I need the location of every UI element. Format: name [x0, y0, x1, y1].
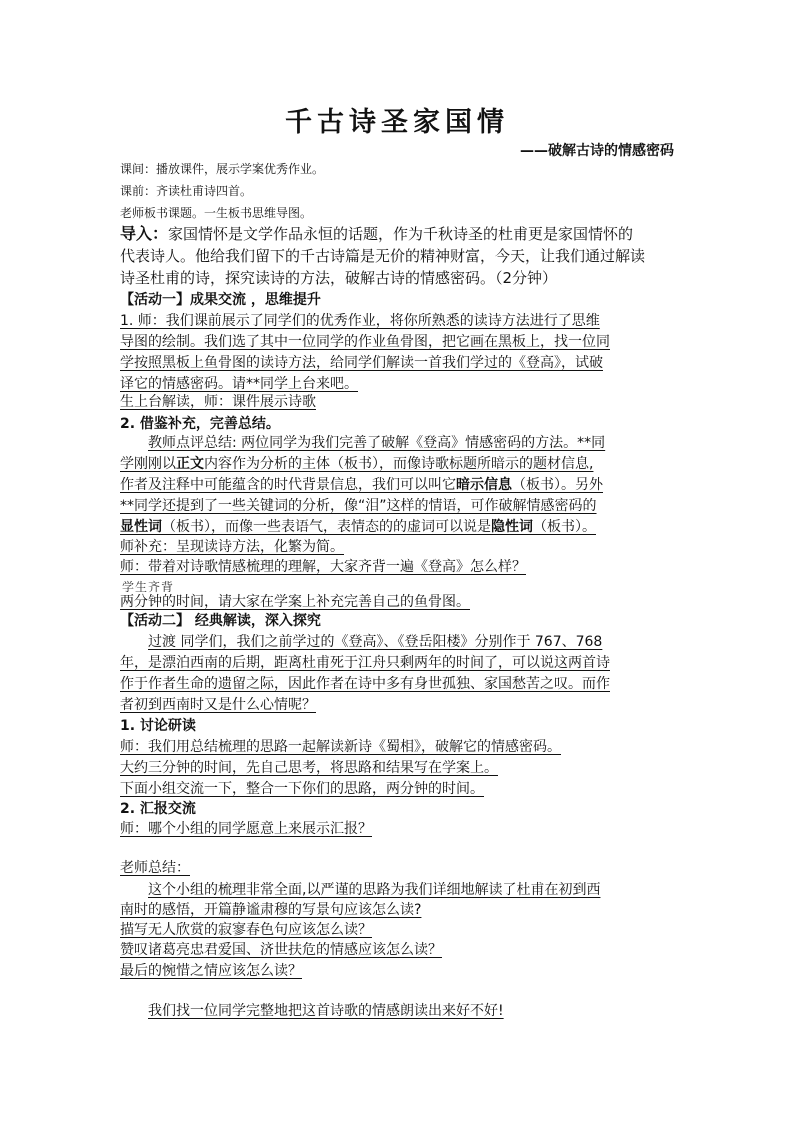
- paragraph-line: 者初到西南时又是什么心情呢？: [120, 697, 316, 713]
- paragraph-line: 作于作者生命的遗留之际，因此作者在诗中多有身世孤独、家国愁苦之叹。而作: [120, 676, 610, 692]
- prep-line: 老师板书课题。一生板书思维导图。: [120, 206, 313, 220]
- closing-line: 我们找一位同学完整地把这首诗歌的情感朗读出来好不好!: [148, 1003, 504, 1019]
- intro-label: 导入：: [120, 224, 169, 243]
- paragraph-line: 这个小组的梳理非常全面,以严谨的思路为我们详细地解读了杜甫在初到西: [148, 882, 601, 898]
- paragraph-line: 学刚刚以正文内容作为分析的主体（板书），而像诗歌标题所暗示的题材信息,: [120, 456, 594, 472]
- summary-label: 老师总结：: [120, 860, 190, 876]
- question-line: 描写无人欣赏的寂寥春色句应该怎么读？: [120, 922, 372, 938]
- prep-line: 课前：齐读杜甫诗四首。: [120, 184, 253, 198]
- paragraph-line: 学按照黑板上鱼骨图的读诗方法，给同学们解读一首我们学过的《登高》，试破: [120, 355, 603, 371]
- question-line: 最后的惋惜之情应该怎么读？: [120, 963, 302, 979]
- paragraph-line: 师：我们用总结梳理的思路一起解读新诗《蜀相》，破解它的情感密码。: [120, 739, 561, 755]
- paragraph-line: 南时的感悟，开篇静谧肃穆的写景句应该怎么读?: [120, 902, 422, 918]
- paragraph-line: 大约三分钟的时间，先自己思考，将思路和结果写在学案上。: [120, 760, 498, 776]
- intro-line: 诗圣杜甫的诗，探究读诗的方法，破解古诗的情感密码。（2分钟）: [120, 269, 558, 287]
- paragraph-line: 师：带着对诗歌情感梳理的理解，大家齐背一遍《登高》怎么样？: [120, 559, 526, 575]
- paragraph-line: 过渡 同学们，我们之前学过的《登高》、《登岳阳楼》分别作于 767、768: [148, 634, 603, 650]
- page-title: 千古诗圣家国情: [285, 107, 509, 138]
- paragraph-line: 下面小组交流一下，整合一下你们的思路，两分钟的时间。: [120, 781, 484, 797]
- paragraph-line: 年，是漂泊西南的后期，距离杜甫死于江舟只剩两年的时间了，可以说这两首诗: [120, 655, 610, 671]
- paragraph-line: 生上台解读，师：课件展示诗歌: [120, 394, 316, 410]
- intro-line: 代表诗人。他给我们留下的千古诗篇是无价的精神财富，今天，让我们通过解读: [120, 247, 646, 265]
- paragraph-line: 译它的情感密码。请**同学上台来吧。: [120, 376, 358, 392]
- paragraph-line: 1. 师：我们课前展示了同学们的优秀作业，将你所熟悉的读诗方法进行了思维: [120, 313, 600, 329]
- paragraph-line: 导图的绘制。我们选了其中一位同学的作业鱼骨图，把它画在黑板上，找一位同: [120, 334, 610, 350]
- paragraph-line: 两分钟的时间，请大家在学案上补充完善自己的鱼骨图。: [120, 594, 470, 610]
- activity-one-heading: 【活动一】成果交流 ，思维提升: [120, 292, 321, 308]
- handwritten-note: 学生齐背: [122, 580, 175, 594]
- section-heading: 1. 讨论研读: [120, 718, 196, 734]
- paragraph-line: 显性词（板书），而像一些表语气，表情态的的虚词可以说是隐性词（板书）。: [120, 519, 596, 535]
- paragraph-line: 师补充：呈现读诗方法，化繁为简。: [120, 539, 344, 555]
- intro-line: 导入：家国情怀是文学作品永恒的话题，作为千秋诗圣的杜甫更是家国情怀的: [120, 224, 634, 243]
- prep-line: 课间：播放课件，展示学案优秀作业。: [120, 162, 325, 176]
- section-heading: 2. 汇报交流: [120, 801, 196, 817]
- question-line: 赞叹诸葛亮忠君爱国、济世扶危的情感应该怎么读？: [120, 942, 442, 958]
- activity-two-heading: 【活动二】 经典解读，深入探究: [120, 613, 321, 629]
- paragraph-line: 教师点评总结: 两位同学为我们完善了破解《登高》情感密码的方法。**同: [148, 435, 606, 451]
- section-heading: 2. 借鉴补充，完善总结。: [120, 416, 280, 432]
- paragraph-line: 师：哪个小组的同学愿意上来展示汇报？: [120, 821, 372, 837]
- paragraph-line: 作者及注释中可能蕴含的时代背景信息，我们可以叫它暗示信息（板书）。另外: [120, 477, 603, 493]
- paragraph-line: **同学还提到了一些关键词的分析，像“泪”这样的情语，可作破解情感密码的: [120, 498, 597, 514]
- page-subtitle: ——破解古诗的情感密码: [520, 143, 674, 159]
